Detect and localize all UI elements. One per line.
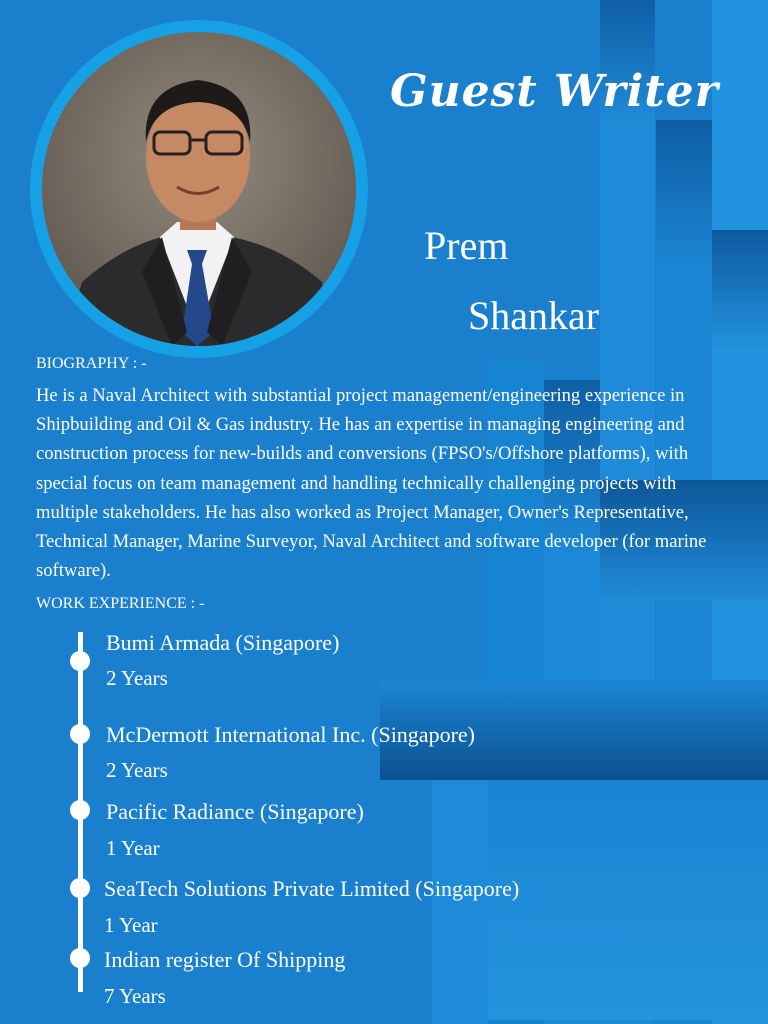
timeline-dot xyxy=(70,878,90,898)
work-company: SeaTech Solutions Private Limited (Singapore) xyxy=(104,876,520,901)
work-company: Indian register Of Shipping xyxy=(104,947,346,972)
work-duration: 7 Years xyxy=(104,984,166,1008)
writer-last-name: Shankar xyxy=(468,293,600,338)
background-shade xyxy=(656,120,712,270)
biography-label: BIOGRAPHY : - xyxy=(36,355,147,372)
work-company: Pacific Radiance (Singapore) xyxy=(106,799,364,824)
work-duration: 1 Year xyxy=(106,836,160,860)
timeline-dot xyxy=(70,651,90,671)
work-duration: 2 Years xyxy=(106,758,168,782)
page-title: Guest Writer xyxy=(390,66,719,117)
timeline-dot xyxy=(70,724,90,744)
portrait-photo xyxy=(42,32,356,346)
background-shade xyxy=(488,780,768,1020)
work-duration: 1 Year xyxy=(104,913,158,937)
background-shade xyxy=(712,230,768,350)
work-company: Bumi Armada (Singapore) xyxy=(106,630,340,655)
work-company: McDermott International Inc. (Singapore) xyxy=(106,722,475,747)
work-experience-label: WORK EXPERIENCE : - xyxy=(36,595,205,612)
timeline-dot xyxy=(70,800,90,820)
timeline-dot xyxy=(70,948,90,968)
background-stripe xyxy=(432,780,488,1024)
biography-text: He is a Naval Architect with substantial project management/engineering experience in Shipbuilding and Oil & Gas industry. He has an expertise in managing engineering and construction process for new-builds and conversions (FPSO's/Offshore platforms), with special focus on team management and handling technically challenging projects with multiple stakeholders. He has also worked as Project Manager, Owner's Representative, Technical Manager, Marine Surveyor, Naval Architect and software developer (for marine software). xyxy=(36,385,707,582)
writer-first-name: Prem xyxy=(424,223,509,268)
portrait-illustration xyxy=(42,32,356,346)
work-duration: 2 Years xyxy=(106,666,168,690)
